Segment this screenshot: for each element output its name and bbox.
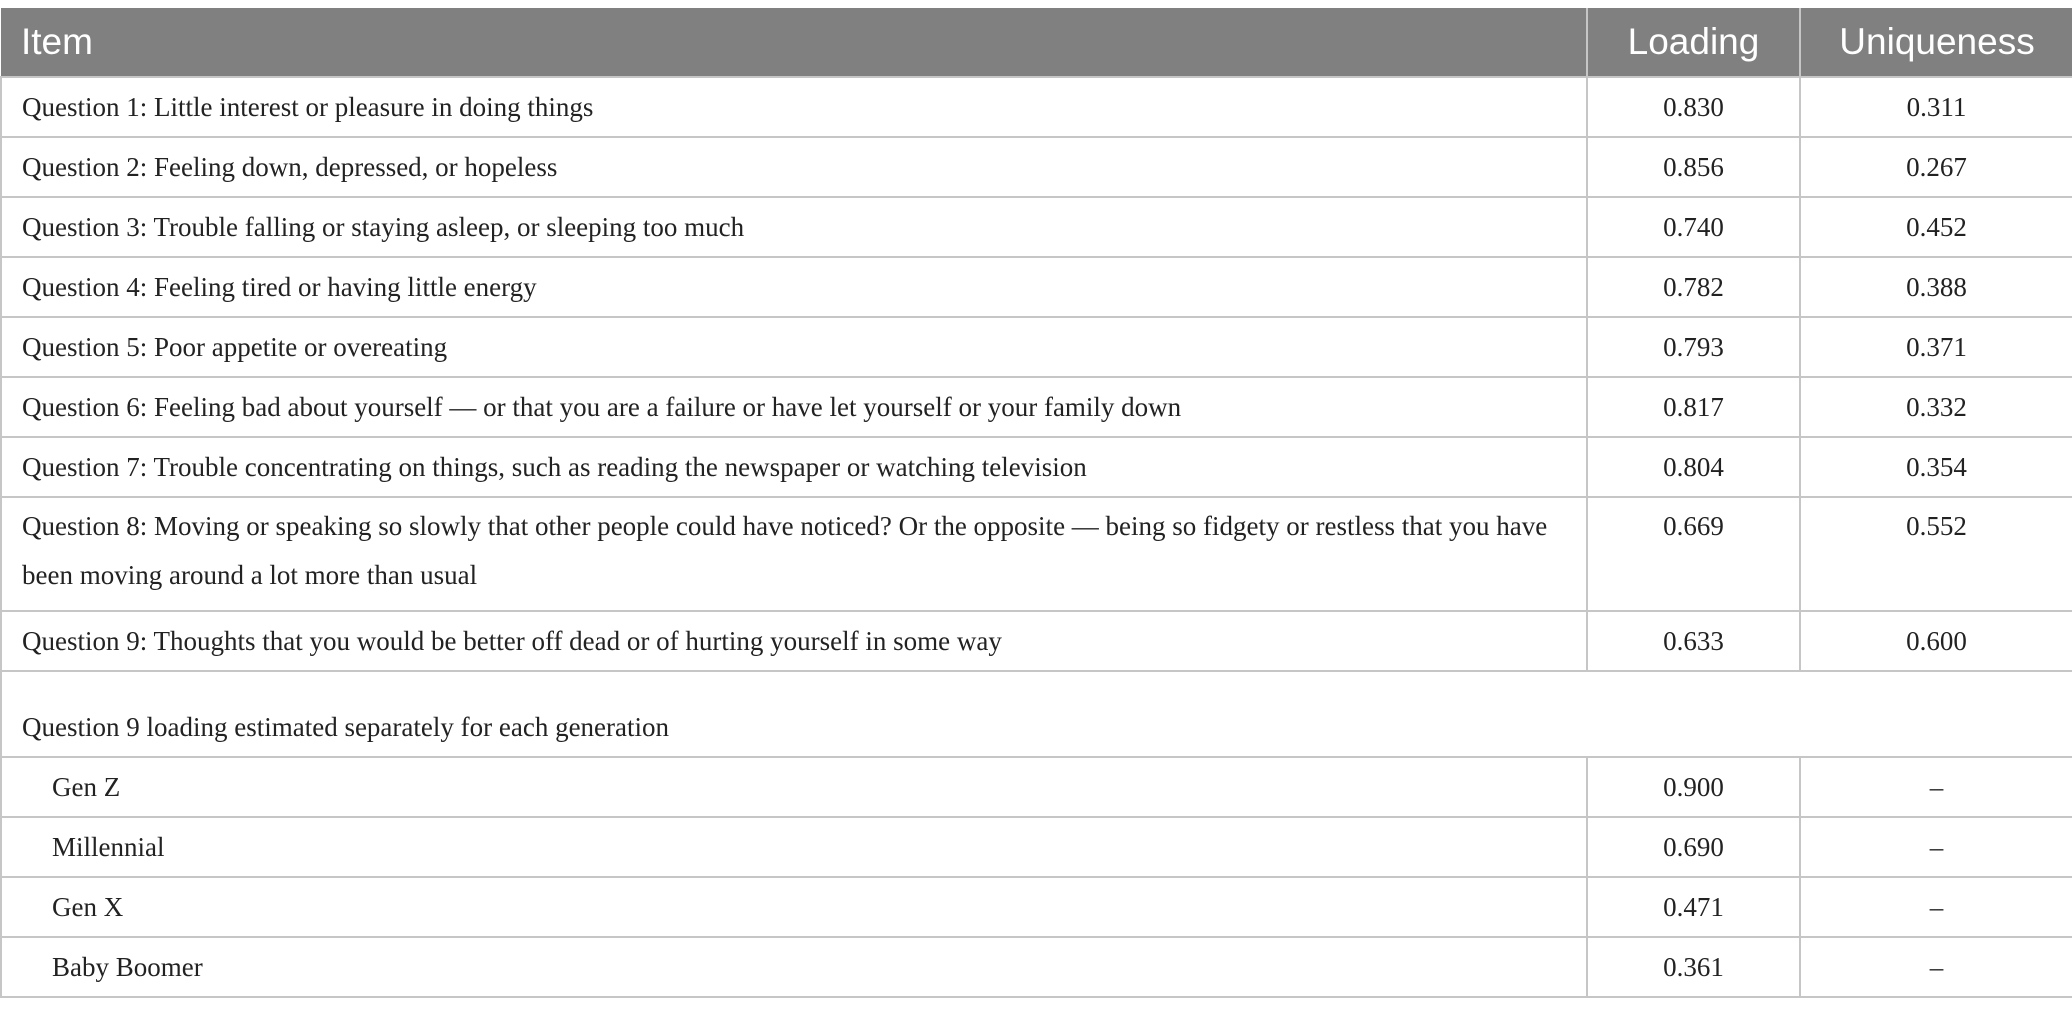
section-label: Question 9 loading estimated separately for each generation [1, 671, 2072, 757]
loading-cell: 0.690 [1587, 817, 1800, 877]
item-cell: Question 9: Thoughts that you would be better off dead or of hurting yourself in some way [1, 611, 1587, 671]
uniqueness-cell: 0.354 [1800, 437, 2072, 497]
header-uniqueness: Uniqueness [1800, 8, 2072, 77]
uniqueness-cell: 0.311 [1800, 77, 2072, 137]
uniqueness-cell: 0.388 [1800, 257, 2072, 317]
uniqueness-cell: 0.552 [1800, 497, 2072, 611]
table-row [1, 437, 2072, 497]
table-row [1, 611, 2072, 671]
loading-cell: 0.856 [1587, 137, 1800, 197]
header-loading: Loading [1587, 8, 1800, 77]
loading-cell: 0.669 [1587, 497, 1800, 611]
uniqueness-cell: 0.600 [1800, 611, 2072, 671]
generation-label: Gen Z [1, 757, 1587, 817]
loading-cell: 0.900 [1587, 757, 1800, 817]
table-row [1, 77, 2072, 137]
item-cell: Question 6: Feeling bad about yourself — or that you are a failure or have let yourself or your family down [1, 377, 1587, 437]
item-cell: Question 3: Trouble falling or staying asleep, or sleeping too much [1, 197, 1587, 257]
item-cell: Question 5: Poor appetite or overeating [1, 317, 1587, 377]
generation-row [1, 937, 2072, 997]
table-row [1, 317, 2072, 377]
uniqueness-cell: – [1800, 757, 2072, 817]
uniqueness-cell: 0.452 [1800, 197, 2072, 257]
generation-label: Gen X [1, 877, 1587, 937]
loading-cell: 0.782 [1587, 257, 1800, 317]
section-row [1, 671, 2072, 757]
table-row [1, 197, 2072, 257]
generation-row [1, 877, 2072, 937]
factor-loading-table-container [0, 8, 2072, 998]
uniqueness-cell: – [1800, 817, 2072, 877]
loading-cell: 0.471 [1587, 877, 1800, 937]
table-body [1, 77, 2072, 997]
item-cell: Question 1: Little interest or pleasure in doing things [1, 77, 1587, 137]
uniqueness-cell: – [1800, 877, 2072, 937]
table-row [1, 257, 2072, 317]
loading-cell: 0.793 [1587, 317, 1800, 377]
item-cell: Question 7: Trouble concentrating on things, such as reading the newspaper or watching television [1, 437, 1587, 497]
loading-cell: 0.830 [1587, 77, 1800, 137]
table-row [1, 377, 2072, 437]
loading-cell: 0.740 [1587, 197, 1800, 257]
generation-row [1, 757, 2072, 817]
factor-loading-table [0, 8, 2072, 998]
generation-label: Baby Boomer [1, 937, 1587, 997]
loading-cell: 0.804 [1587, 437, 1800, 497]
item-cell: Question 4: Feeling tired or having little energy [1, 257, 1587, 317]
item-cell: Question 8: Moving or speaking so slowly that other people could have noticed? Or the opposite — being so fidgety or restless that you have been moving around a lot more than usual [1, 497, 1587, 611]
item-cell: Question 2: Feeling down, depressed, or hopeless [1, 137, 1587, 197]
table-header [1, 8, 2072, 77]
uniqueness-cell: 0.371 [1800, 317, 2072, 377]
generation-label: Millennial [1, 817, 1587, 877]
uniqueness-cell: 0.332 [1800, 377, 2072, 437]
header-item: Item [1, 8, 1587, 77]
loading-cell: 0.361 [1587, 937, 1800, 997]
loading-cell: 0.817 [1587, 377, 1800, 437]
loading-cell: 0.633 [1587, 611, 1800, 671]
table-row [1, 497, 2072, 611]
generation-row [1, 817, 2072, 877]
table-row [1, 137, 2072, 197]
uniqueness-cell: 0.267 [1800, 137, 2072, 197]
uniqueness-cell: – [1800, 937, 2072, 997]
header-row [1, 8, 2072, 77]
